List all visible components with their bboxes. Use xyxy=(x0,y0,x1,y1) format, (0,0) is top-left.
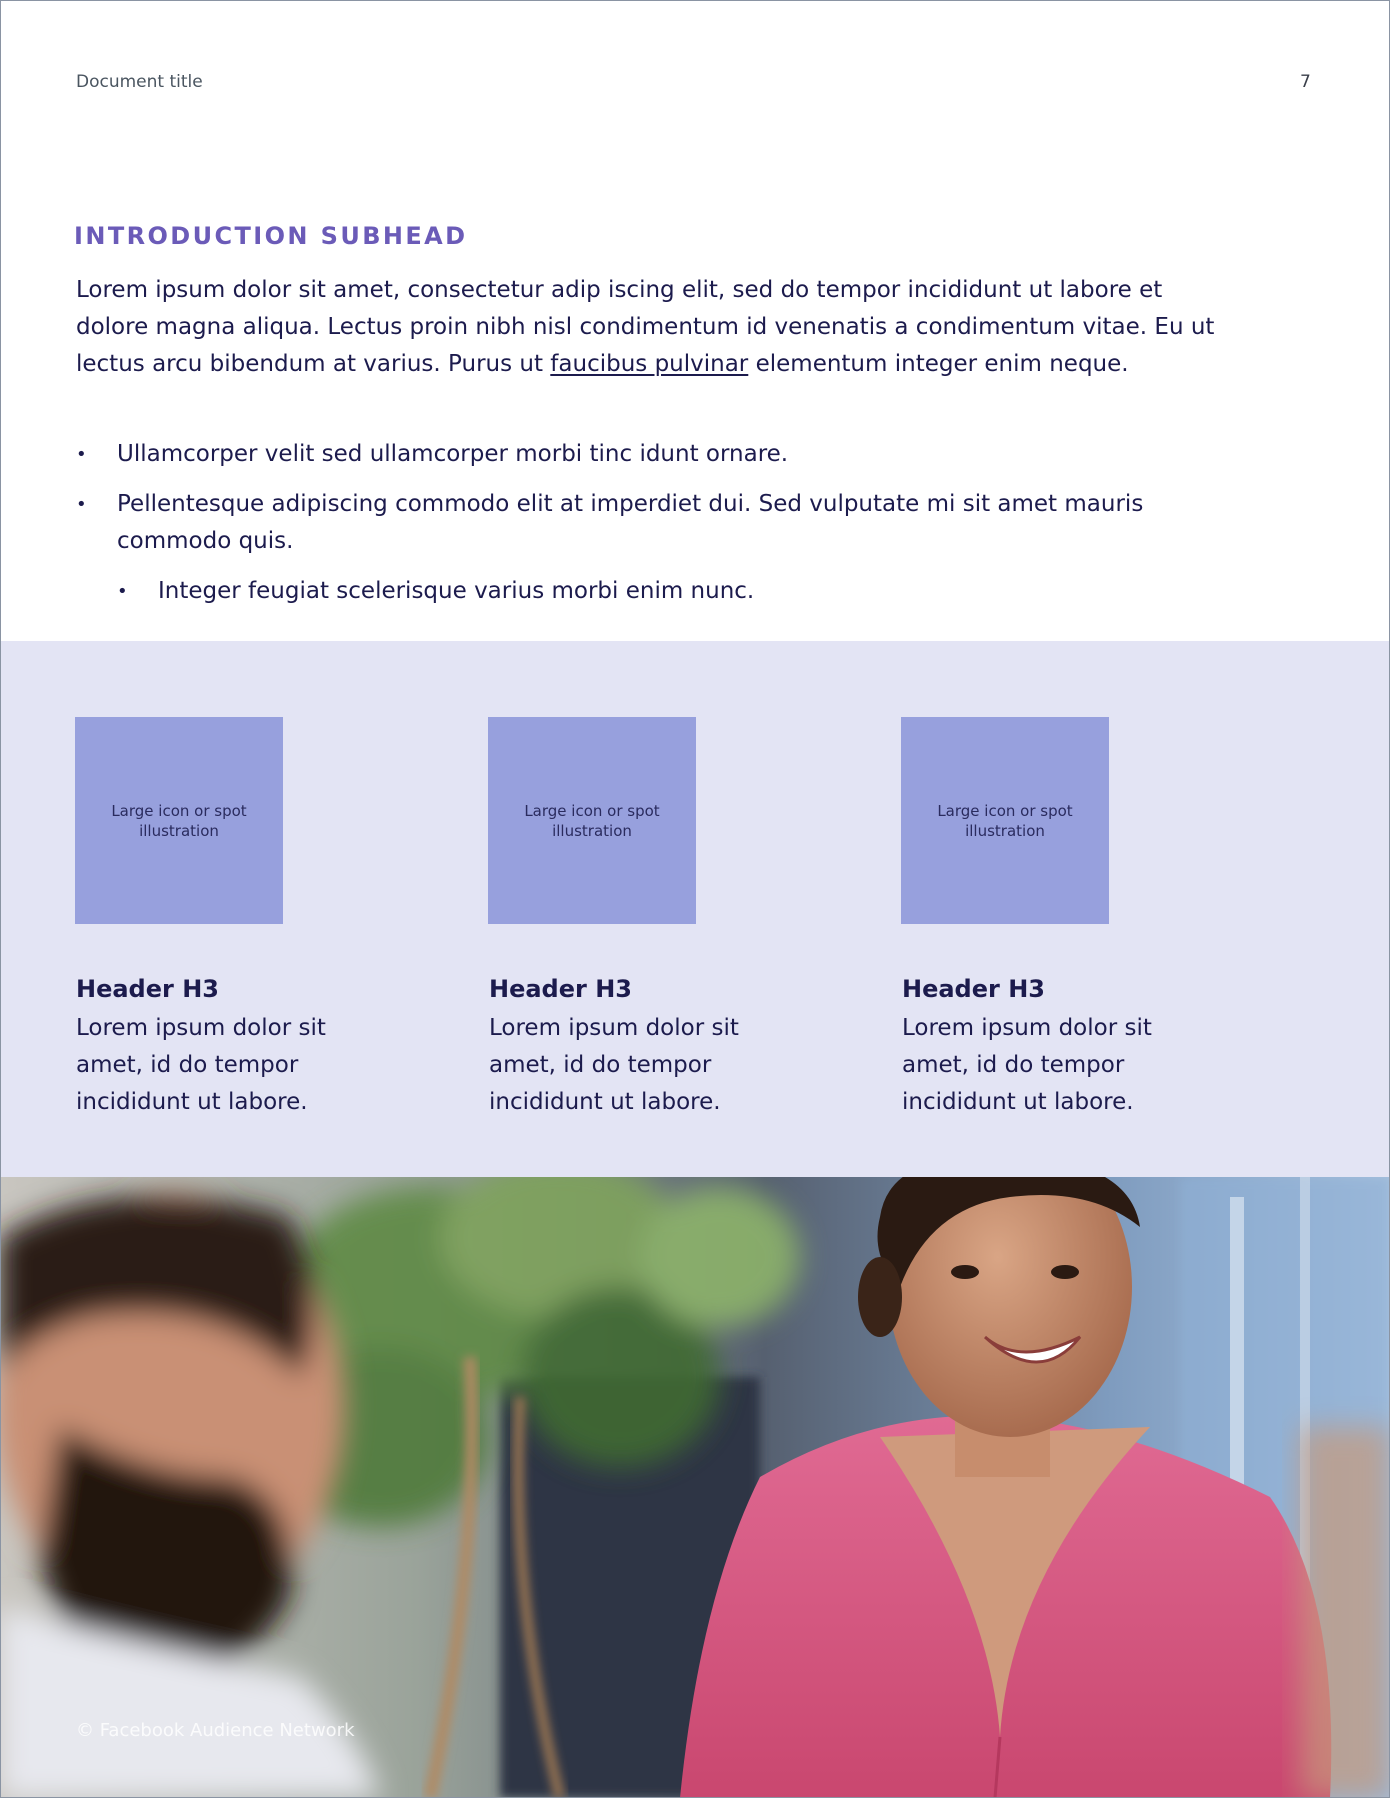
feature-card xyxy=(75,717,375,1121)
bullet-list xyxy=(76,436,1246,623)
intro-paragraph xyxy=(76,272,1236,383)
intro-text-start: Lorem ipsum dolor sit amet, consectetur adip iscing elit, sed do tempor incididunt ut labore et dolore magna aliqua. Lectus proin nibh nisl condimentum id venenatis a condimentum vitae. Eu ut lectus arcu bibendum at varius. Purus ut xyxy=(76,277,1215,377)
document-title: Document title xyxy=(76,72,203,92)
placeholder-label: Large icon or spot illustration xyxy=(111,801,247,840)
card-body: Lorem ipsum dolor sit amet, id do tempor incididunt ut labore. xyxy=(902,1015,1152,1115)
faucibus-pulvinar-link[interactable]: faucibus pulvinar xyxy=(550,351,749,377)
introduction-subhead: INTRODUCTION SUBHEAD xyxy=(74,222,468,250)
card-header: Header H3 xyxy=(76,975,219,1003)
copyright-text: © Facebook Audience Network xyxy=(76,1720,355,1741)
card-body: Lorem ipsum dolor sit amet, id do tempor incididunt ut labore. xyxy=(489,1015,739,1115)
spot-illustration-placeholder xyxy=(75,717,283,924)
card-header: Header H3 xyxy=(489,975,632,1003)
feature-card xyxy=(901,717,1201,1121)
spot-illustration-placeholder xyxy=(901,717,1109,924)
page-number: 7 xyxy=(1300,72,1311,92)
sub-bullet-item: • Integer feugiat scelerisque varius morbi enim nunc. xyxy=(117,573,1246,610)
spot-illustration-placeholder xyxy=(488,717,696,924)
bullet-item: • Pellentesque adipiscing commodo elit at imperdiet dui. Sed vulputate mi sit amet mauris commodo quis. xyxy=(76,486,1246,560)
photo-illustration xyxy=(0,1177,1390,1798)
hero-photo xyxy=(0,1177,1390,1798)
placeholder-label: Large icon or spot illustration xyxy=(524,801,660,840)
feature-band xyxy=(0,641,1390,1177)
card-body: Lorem ipsum dolor sit amet, id do tempor incididunt ut labore. xyxy=(76,1015,326,1115)
card-header: Header H3 xyxy=(902,975,1045,1003)
feature-card xyxy=(488,717,788,1121)
bullet-item: • Ullamcorper velit sed ullamcorper morbi tinc idunt ornare. xyxy=(76,436,1246,473)
placeholder-label: Large icon or spot illustration xyxy=(937,801,1073,840)
intro-text-end: elementum integer enim neque. xyxy=(748,351,1129,377)
